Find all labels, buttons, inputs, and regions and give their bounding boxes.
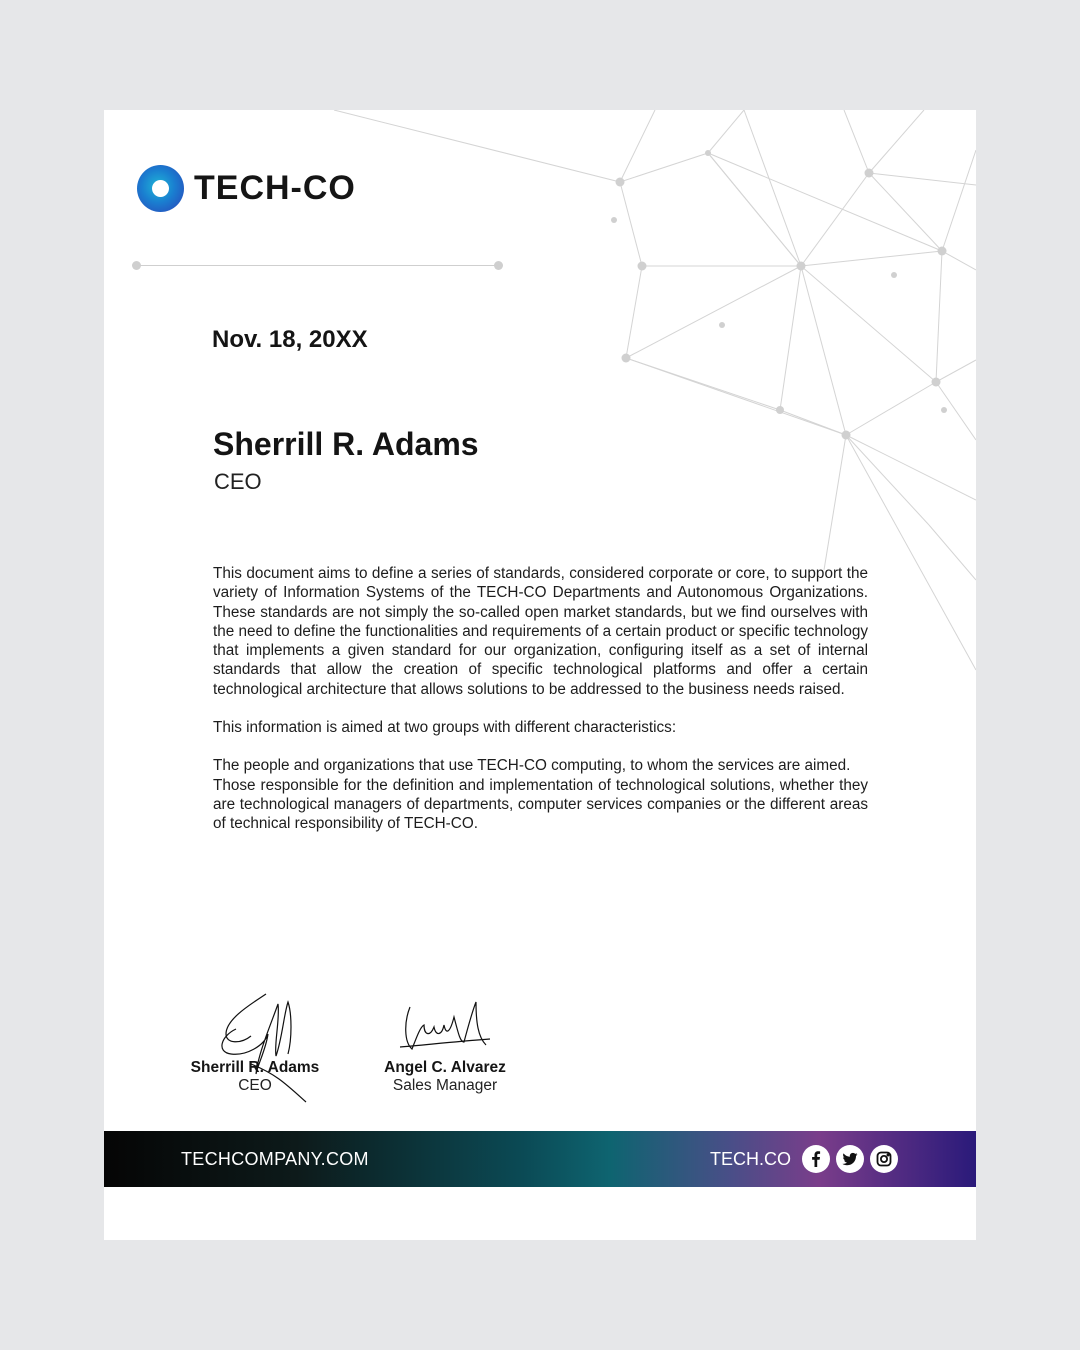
social-handle: TECH.CO [710,1149,791,1169]
footer-bar [104,1131,976,1187]
facebook-icon[interactable] [802,1145,830,1173]
recipient-name: Sherrill R. Adams [213,426,479,462]
letter-body [213,564,868,834]
handwritten-signature-icon [390,987,510,1067]
signer-title: CEO [238,1077,272,1094]
letter-date: Nov. 18, 20XX [212,326,368,353]
brand-name: TECH-CO [194,169,356,207]
signer-title: Sales Manager [392,1077,498,1094]
logo-ring-icon [137,165,184,212]
website-link[interactable]: TECHCOMPANY.COM [181,1149,369,1169]
header-divider [136,265,499,267]
signature-block-ceo [176,1059,334,1094]
body-paragraph: This information is aimed at two groups with different characteristics: [213,719,677,737]
body-paragraph: This document aims to define a series of standards, considered corporate or core, to support the variety of Information Systems of the TECH-CO Departments and Autonomous Organizations. These standards are not simply the so-called open market standards, but we find ourselves with the need to define the functionalities and requirements of a certain product or specific technology that implements a given standard for our organization, configuring itself as a set of internal standards that allow the creation of specific technological platforms and offer a certain technological architecture that allows solutions to be addressed to the business needs raised. [213,565,868,698]
handwritten-signature-icon [196,974,336,1104]
twitter-icon[interactable] [836,1145,864,1173]
body-paragraph: Those responsible for the definition and implementation of technological solutions, whether they are technological managers of departments, computer services companies or the different areas of technical responsibility of TECH-CO. [213,776,868,833]
signature-block-sales-manager [370,1059,520,1094]
signer-name: Sherrill R. Adams [190,1059,320,1076]
letterhead-page [104,110,976,1240]
brand-logo [137,165,356,212]
signer-name: Angel C. Alvarez [384,1059,506,1076]
recipient-title: CEO [214,469,262,494]
body-paragraph: The people and organizations that use TECH-CO computing, to whom the services are aimed. [213,757,851,775]
instagram-icon[interactable] [870,1145,898,1173]
